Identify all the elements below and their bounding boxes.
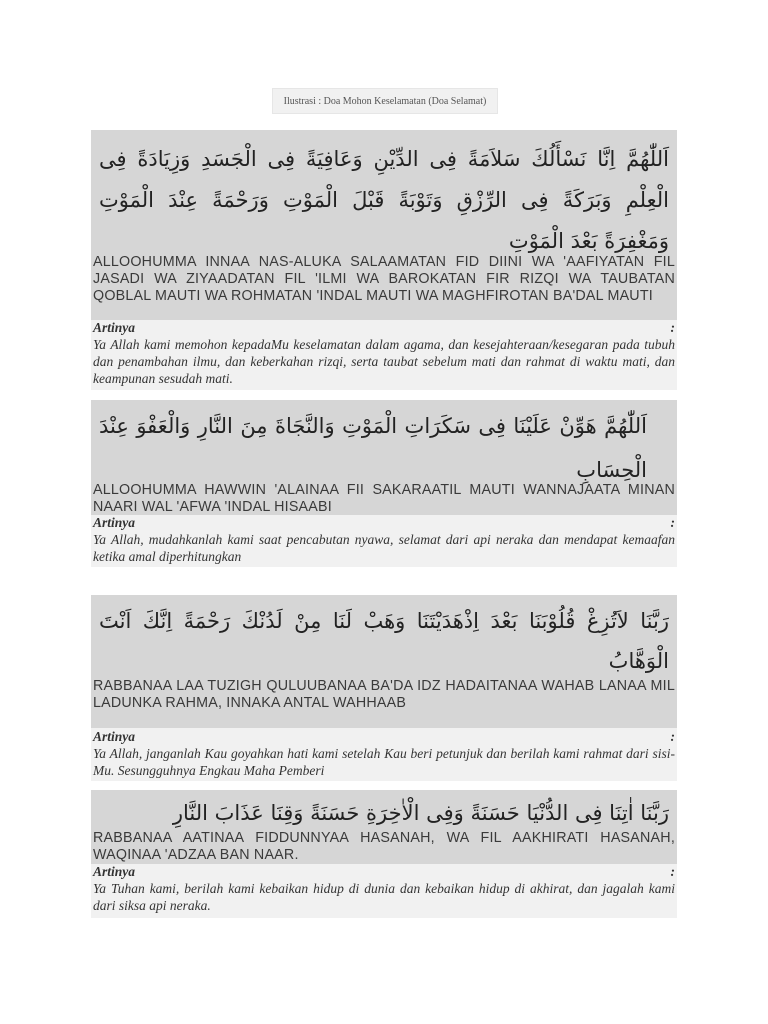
colon: : bbox=[670, 729, 675, 744]
artinya-row bbox=[91, 515, 677, 531]
meaning-text: Ya Tuhan kami, berilah kami kebaikan hidup di dunia dan kebaikan hidup di akhirat, dan jagalah kami dari siksa api neraka. bbox=[91, 880, 677, 918]
prayer-block-3 bbox=[91, 595, 677, 781]
artinya-label: Artinya bbox=[93, 729, 136, 744]
artinya-row bbox=[91, 728, 677, 745]
artinya-row bbox=[91, 320, 677, 336]
colon: : bbox=[670, 864, 675, 879]
illustration-caption: Ilustrasi : Doa Mohon Keselamatan (Doa Selamat) bbox=[272, 88, 498, 114]
artinya-row bbox=[91, 864, 677, 880]
artinya-label: Artinya bbox=[93, 515, 136, 530]
prayer-block-4 bbox=[91, 790, 677, 918]
prayer-block-2 bbox=[91, 400, 677, 567]
arabic-text: اَللّٰهُمَّ هَوِّنْ عَلَيْنَا فِى سَكَرَاتِ الْمَوْتِ وَالنَّجَاةَ مِنَ النَّارِ وَالْعَفْوَ عِنْدَ الْحِسَابِ bbox=[91, 400, 677, 482]
colon: : bbox=[670, 515, 675, 530]
transliteration: RABBANAA AATINAA FIDDUNNYAA HASANAH, WA FIL AAKHIRATI HASANAH, WAQINAA 'ADZAA BAN NAAR. bbox=[93, 830, 675, 863]
transliteration: ALLOOHUMMA HAWWIN 'ALAINAA FII SAKARAATIL MAUTI WANNAJAATA MINAN NAARI WAL 'AFWA 'INDAL HISAABI bbox=[93, 482, 675, 515]
arabic-text: رَبَّنَا لاَتُزِغْ قُلُوْبَنَا بَعْدَ اِذْهَدَيْتَنَا وَهَبْ لَنَا مِنْ لَدُنْكَ رَحْمَةً اِنَّكَ اَنْتَ الْوَهَّابُ bbox=[91, 595, 677, 677]
meaning-text: Ya Allah kami memohon kepadaMu keselamatan dalam agama, dan kesejahteraan/kesegaran pada tubuh dan penambahan ilmu, dan keberkahan rizqi, serta taubat sebelum mati dan rahmat di waktu mati, dan keampunan sesudah mati. bbox=[91, 336, 677, 390]
artinya-label: Artinya bbox=[93, 864, 136, 879]
arabic-text: رَبَّنَا اٰتِنَا فِى الدُّنْيَا حَسَنَةً وَفِى الْاٰخِرَةِ حَسَنَةً وَقِنَا عَذَابَ النَّارِ bbox=[91, 790, 677, 830]
prayer-block-1 bbox=[91, 130, 677, 390]
meaning-text: Ya Allah, janganlah Kau goyahkan hati kami setelah Kau beri petunjuk dan berilah kami rahmat dari sisi-Mu. Sesungguhnya Engkau Maha Pemberi bbox=[91, 745, 677, 781]
transliteration: RABBANAA LAA TUZIGH QULUUBANAA BA'DA IDZ HADAITANAA WAHAB LANAA MIL LADUNKA RAHMA, INNAKA ANTAL WAHHAAB bbox=[91, 677, 677, 728]
meaning-text: Ya Allah, mudahkanlah kami saat pencabutan nyawa, selamat dari api neraka dan mendapat kemaafan ketika amal diperhitungkan bbox=[91, 531, 677, 567]
artinya-label: Artinya bbox=[93, 320, 136, 335]
colon: : bbox=[670, 320, 675, 335]
transliteration: ALLOOHUMMA INNAA NAS-ALUKA SALAAMATAN FID DIINI WA 'AAFIYATAN FIL JASADI WA ZIYAADATAN FIL 'ILMI WA BAROKATAN FIR RIZQI WA TAUBATAN QOBLAL MAUTI WA ROHMATAN 'INDAL MAUTI WA MAGHFIROTAN BA'DAL MAUTI bbox=[91, 254, 677, 320]
arabic-text: اَللّٰهُمَّ اِنَّا نَسْأَلُكَ سَلاَمَةً فِى الدِّيْنِ وَعَافِيَةً فِى الْجَسَدِ وَزِيَادَةً فِى الْعِلْمِ وَبَرَكَةً فِى الرِّزْقِ وَتَوْبَةً قَبْلَ الْمَوْتِ وَرَحْمَةً عِنْدَ الْمَوْتِ وَمَغْفِرَةً بَعْدَ الْمَوْتِ bbox=[91, 130, 677, 254]
